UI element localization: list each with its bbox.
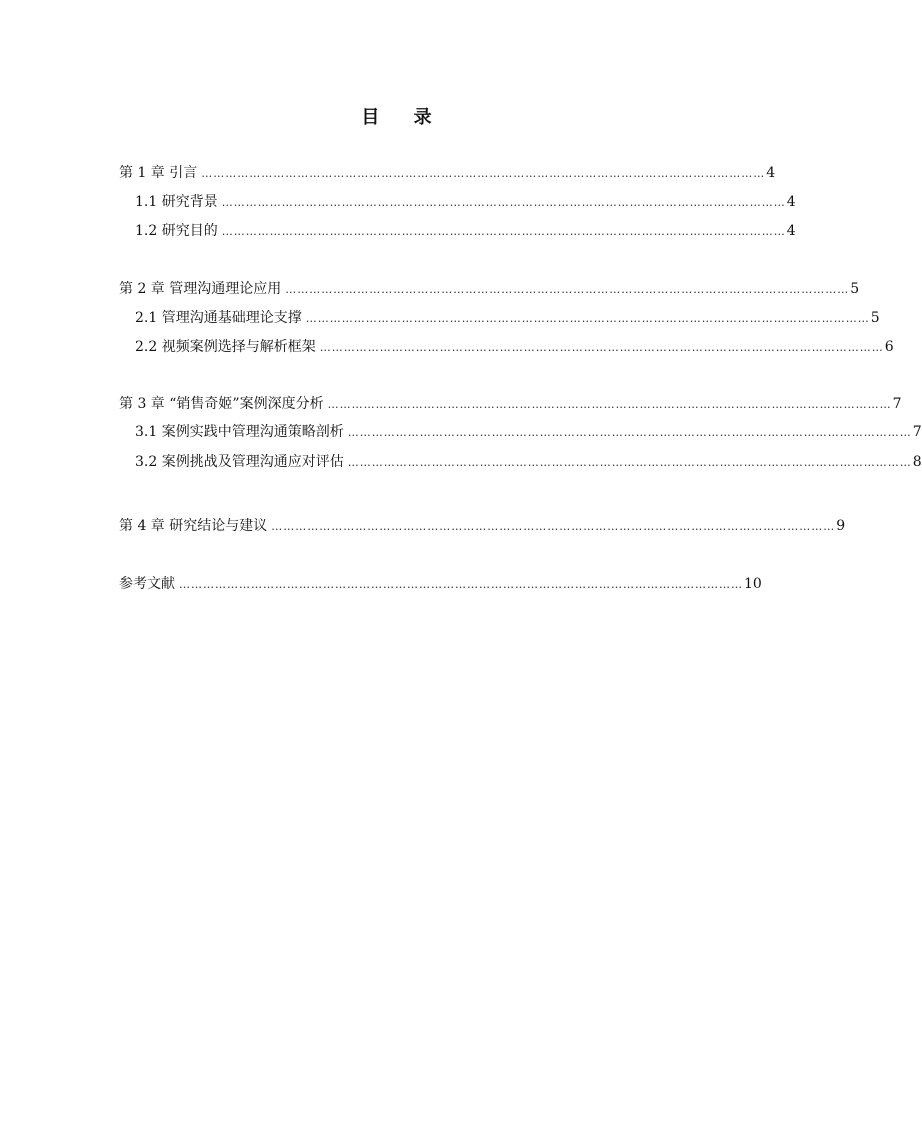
toc-leader-dots: …………………………………………………………………………………………………………………………… [271,520,836,533]
toc-leader-dots: …………………………………………………………………………………………………………………………… [179,578,743,591]
toc-entry-1-1[interactable] [135,193,796,211]
toc-entry-page: 7 [892,396,902,412]
toc-entry-ch3[interactable] [119,395,902,413]
toc-title: 目 录 [361,107,446,128]
toc-entry-label: 1.2 研究目的 [135,223,218,239]
toc-leader-dots: …………………………………………………………………………………………………………………………… [347,456,912,469]
toc-entry-references[interactable] [119,575,762,593]
toc-leader-dots: …………………………………………………………………………………………………………………………… [305,312,870,325]
toc-entry-label: 3.2 案例挑战及管理沟通应对评估 [135,454,344,470]
toc-entry-2-2[interactable] [135,338,894,356]
toc-leader-dots: …………………………………………………………………………………………………………………………… [201,167,766,180]
toc-entry-page: 5 [870,310,880,326]
toc-entry-page: 6 [884,339,894,355]
toc-entry-2-1[interactable] [135,309,880,327]
toc-leader-dots: …………………………………………………………………………………………………………………………… [347,426,912,439]
toc-leader-dots: …………………………………………………………………………………………………………………………… [221,196,786,209]
toc-entry-page: 10 [744,576,762,592]
toc-leader-dots: …………………………………………………………………………………………………………………………… [319,341,884,354]
toc-entry-ch1[interactable] [119,164,776,182]
toc-entry-label: 参考文献 [119,576,175,592]
toc-entry-label: 第 3 章 “销售奇姬”案例深度分析 [119,396,324,412]
toc-leader-dots: …………………………………………………………………………………………………………………………… [327,398,892,411]
toc-entry-ch4[interactable] [119,517,846,535]
toc-entry-label: 3.1 案例实践中管理沟通策略剖析 [135,424,344,440]
toc-leader-dots: …………………………………………………………………………………………………………………………… [285,283,850,296]
toc-entry-page: 7 [912,424,922,440]
toc-entry-ch2[interactable] [119,280,860,298]
toc-entry-label: 1.1 研究背景 [135,194,218,210]
toc-entry-label: 第 4 章 研究结论与建议 [119,518,268,534]
toc-leader-dots: …………………………………………………………………………………………………………………………… [221,225,786,238]
toc-entry-3-1[interactable] [135,423,922,441]
toc-entry-label: 2.1 管理沟通基础理论支撑 [135,310,302,326]
toc-entry-page: 8 [912,454,922,470]
toc-entry-label: 第 1 章 引言 [119,165,198,181]
toc-entry-3-2[interactable] [135,453,922,471]
toc-entry-label: 第 2 章 管理沟通理论应用 [119,281,282,297]
toc-entry-1-2[interactable] [135,222,796,240]
toc-entry-label: 2.2 视频案例选择与解析框架 [135,339,316,355]
toc-entry-page: 4 [786,194,796,210]
toc-entry-page: 4 [766,165,776,181]
toc-entry-page: 5 [850,281,860,297]
toc-entry-page: 9 [836,518,846,534]
toc-entry-page: 4 [786,223,796,239]
